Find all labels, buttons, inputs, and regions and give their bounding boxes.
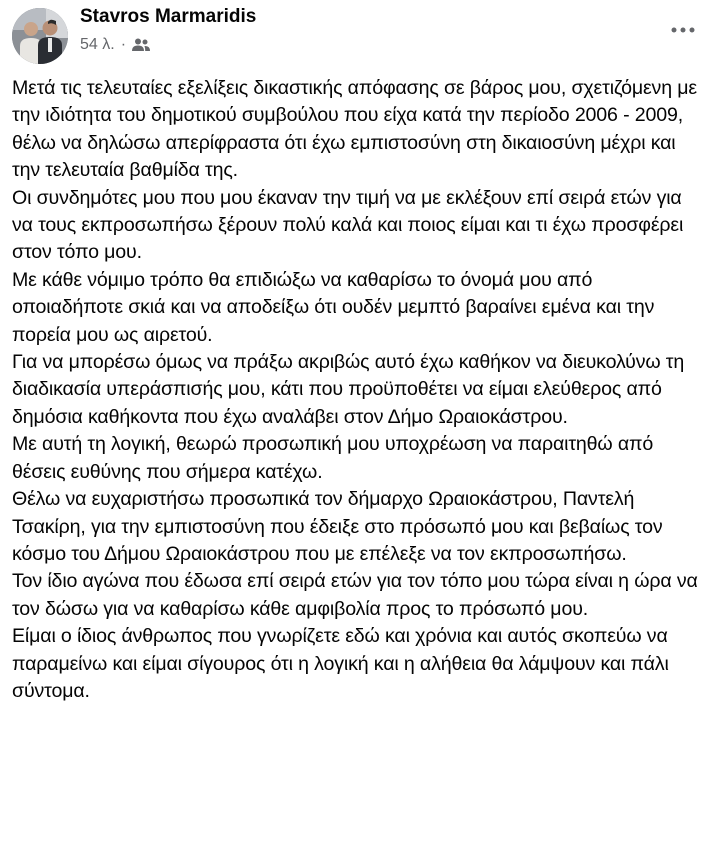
post-meta <box>80 34 150 56</box>
post-paragraph: Μετά τις τελευταίες εξελίξεις δικαστικής απόφασης σε βάρος μου, σχετιζόμενη με την ιδιότητα του δημοτικού συμβούλου που είχα κατά την περίοδο 2006 - 2009, θέλω να δηλώσω απερίφραστα ότι έχω εμπιστοσύνη στη δικαιοσύνη μέχρι και την τελευταία βαθμίδα της. <box>12 77 697 182</box>
post-paragraph: Οι συνδημότες μου που μου έκαναν την τιμή να με εκλέξουν επί σειρά ετών για να τους εκπροσωπήσω ξέρουν πολύ καλά και ποιος είμαι και τι έχω προσφέρει στον τόπο μου. <box>12 186 684 264</box>
friends-icon[interactable] <box>132 38 150 52</box>
post-paragraph: Για να μπορέσω όμως να πράξω ακριβώς αυτό έχω καθήκον να διευκολύνω τη διαδικασία υπεράσπισής μου, κάτι που προϋποθέτει να είμαι ελεύθερος από δημόσια καθήκοντα που έχω αναλάβει στον Δήμο Ωραιοκάστρου. <box>12 351 685 428</box>
post-header <box>0 0 711 66</box>
post-paragraph: Τον ίδιο αγώνα που έδωσα επί σειρά ετών για τον τόπο μου τώρα είναι η ώρα να τον δώσω για να καθαρίσω κάθε αμφιβολία προς το πρόσωπό μου. <box>12 570 698 620</box>
author-name[interactable]: Stavros Marmaridis <box>80 6 257 27</box>
meta-separator: · <box>120 36 127 53</box>
more-dots-icon <box>671 27 695 33</box>
post-timestamp[interactable]: 54 λ. <box>80 36 115 53</box>
post-paragraph: Με αυτή τη λογική, θεωρώ προσωπική μου υποχρέωση να παραιτηθώ από θέσεις ευθύνης που σήμερα κατέχω. <box>12 433 654 483</box>
post-paragraph: Με κάθε νόμιμο τρόπο θα επιδιώξω να καθαρίσω το όνομά μου από οποιαδήποτε σκιά και να αποδείξω ότι ουδέν μεμπτό βαραίνει εμένα και την πορεία μου ως αιρετού. <box>12 268 655 346</box>
post-paragraph: Είμαι ο ίδιος άνθρωπος που γνωρίζετε εδώ και χρόνια και αυτός σκοπεύω να παραμείνω και είμαι σίγουρος ότι η λογική και η αλήθεια θα λάμψουν και πάλι σύντομα. <box>12 625 669 702</box>
author-avatar[interactable] <box>12 8 68 64</box>
avatar-photo-icon <box>12 8 68 64</box>
more-options-button[interactable] <box>663 14 703 46</box>
post-paragraph: Θέλω να ευχαριστήσω προσωπικά τον δήμαρχο Ωραιοκάστρου, Παντελή Τσακίρη, για την εμπιστοσύνη που έδειξε στο πρόσωπό μου και βεβαίως τον κόσμο του Δήμου Ωραιοκάστρου που με επέλεξε να τον εκπροσωπήσω. <box>12 488 663 565</box>
post-text <box>12 75 706 705</box>
